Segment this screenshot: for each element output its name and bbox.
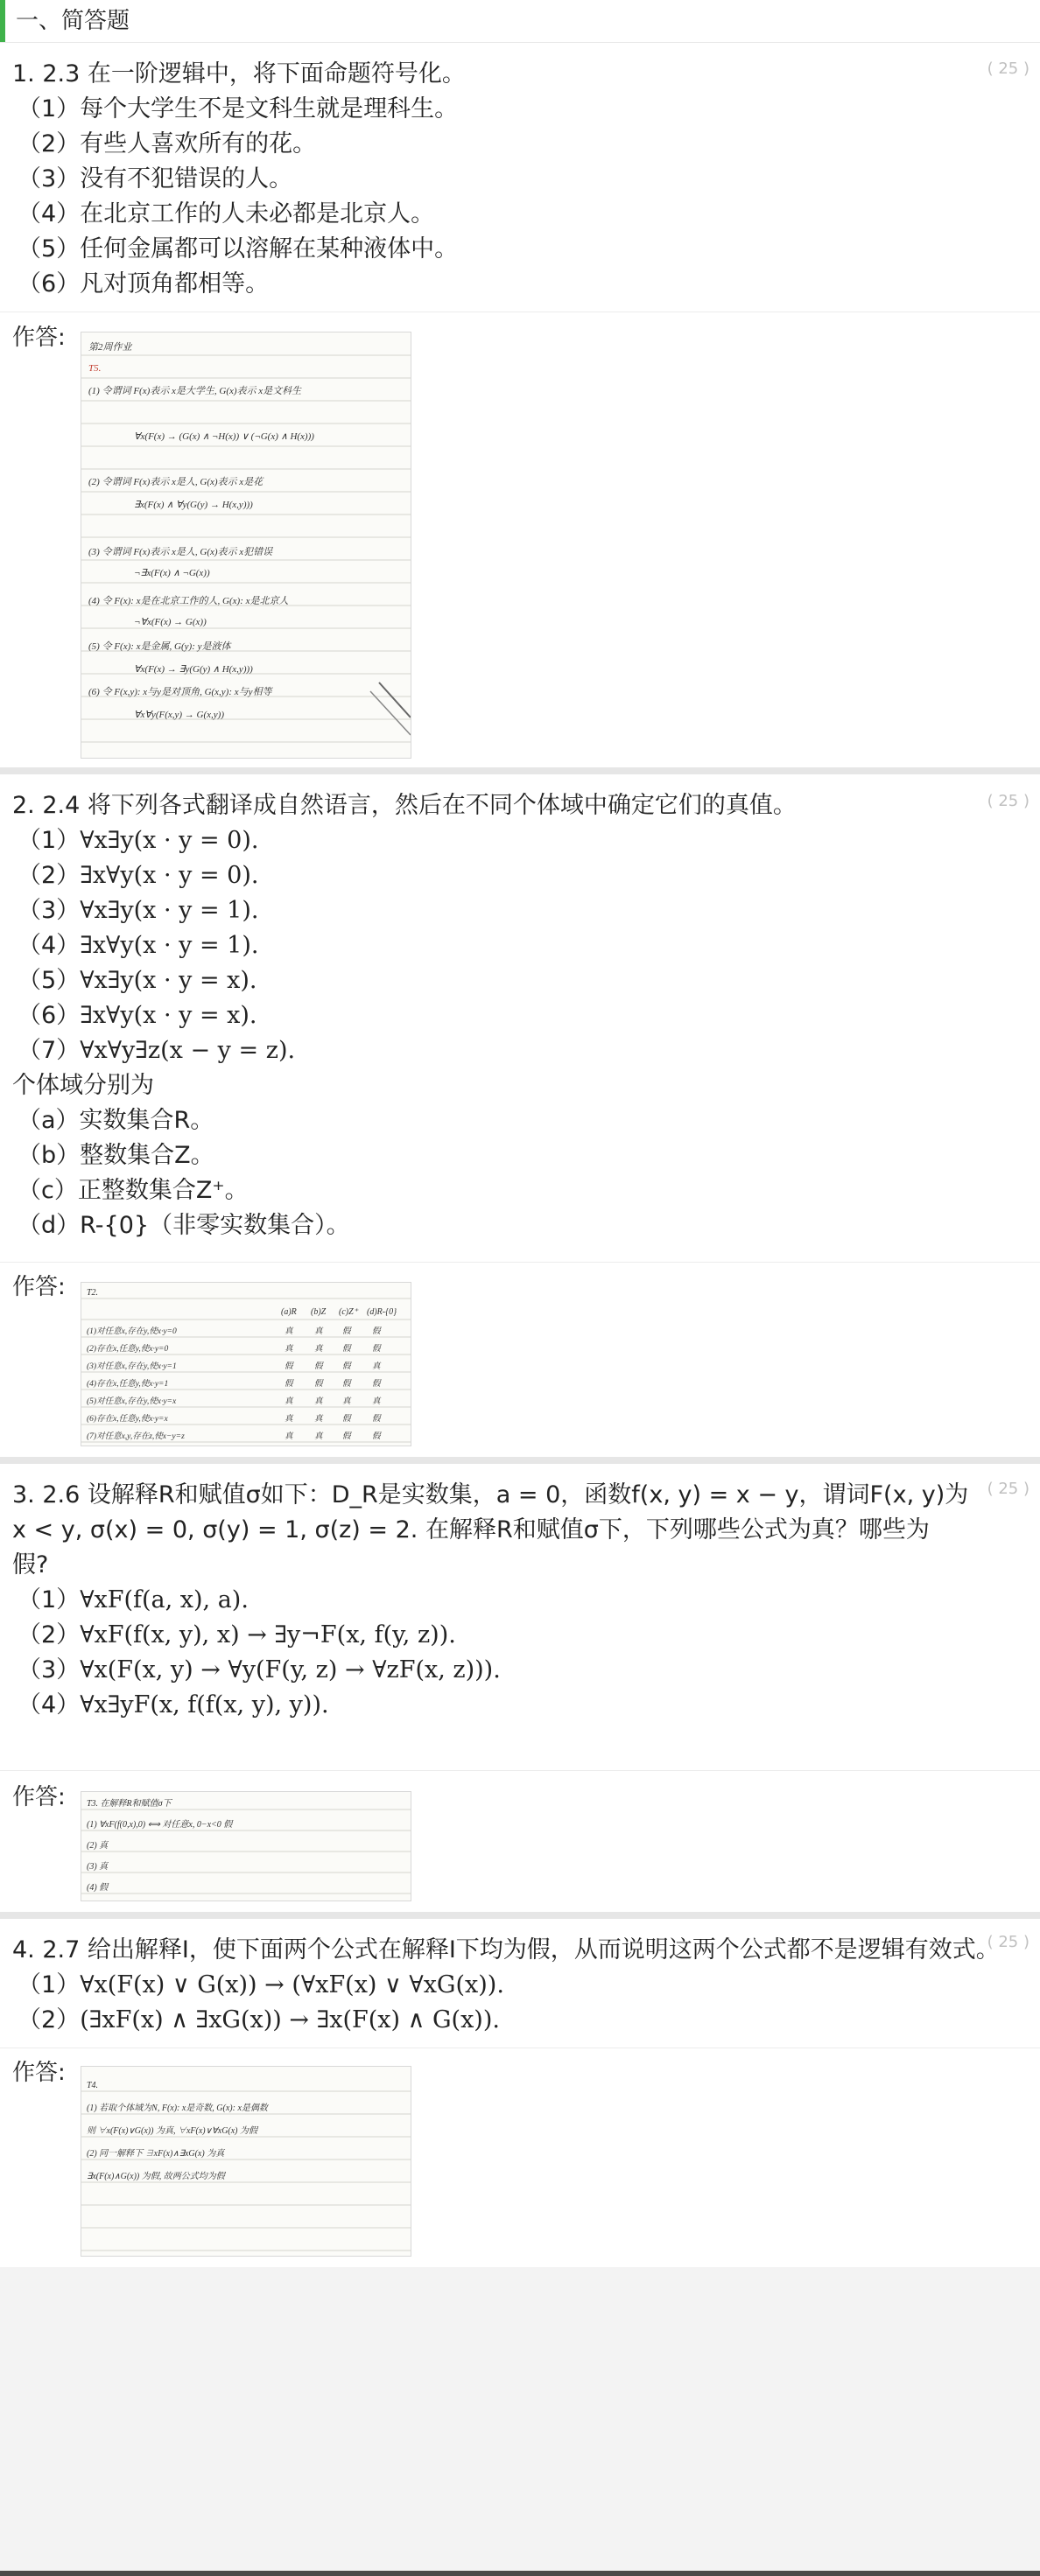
- hw-row-label: (1)对任意x,存在y,使x·y=0: [87, 1327, 177, 1336]
- formula: ∀x∀y∃z(x − y = z).: [80, 1037, 296, 1064]
- hw-row-value: 真: [372, 1397, 381, 1406]
- formula: ∀x∃y(x · y = x).: [80, 967, 257, 994]
- answer-label: 作答:: [12, 2060, 66, 2086]
- hw-col: (d)R-{0}: [367, 1307, 397, 1317]
- formula: ∃x∀y(x · y = x).: [80, 1002, 257, 1029]
- item-number: （2）: [18, 862, 81, 889]
- domain-item: （d）R-{0}（非零实数集合）。: [18, 1212, 350, 1239]
- question-item: [18, 1583, 249, 1618]
- question-title: 1. 2.3 在一阶逻辑中，将下面命题符号化。: [12, 60, 466, 88]
- bottom-bar: [0, 2571, 1040, 2576]
- handwritten-answer-sheet: [81, 332, 411, 758]
- question-title: 4. 2.7 给出解释I，使下面两个公式在解释I下均为假，从而说明这两个公式都不是逻辑有效式。: [12, 1936, 1000, 1964]
- hw-line: ¬∃x(F(x) ∧ ¬G(x)): [134, 568, 210, 578]
- answer-image[interactable]: [81, 2066, 411, 2257]
- handwritten-answer-sheet: [81, 2067, 411, 2256]
- answer-label: 作答:: [12, 1274, 66, 1300]
- question-score: ( 25 ): [987, 792, 1029, 810]
- question-score: ( 25 ): [987, 60, 1029, 78]
- domain-intro: 个体域分别为: [12, 1072, 154, 1099]
- hw-line: (3) 真: [87, 1862, 109, 1872]
- divider: [0, 1770, 1040, 1771]
- formula: ∃x∀y(x · y = 0).: [80, 862, 259, 889]
- hw-row-value: 真: [285, 1327, 293, 1336]
- question-2: [0, 774, 1040, 1457]
- question-item: （3）没有不犯错误的人。: [18, 165, 293, 192]
- hw-line: (2) 同一解释下 ∃xF(x)∧∃xG(x) 为真: [87, 2149, 225, 2159]
- question-item: [18, 823, 258, 858]
- hw-row-value: 假: [342, 1345, 351, 1354]
- domain-item: （b）整数集合Z。: [18, 1142, 214, 1169]
- hw-line: ∃x(F(x)∧G(x)) 为假, 故两公式均为假: [87, 2172, 225, 2181]
- hw-row-value: 假: [372, 1380, 381, 1389]
- hw-row-value: 真: [314, 1432, 323, 1441]
- question-item: [18, 1688, 329, 1723]
- question-item: （5）任何金属都可以溶解在某种液体中。: [18, 235, 459, 262]
- question-separator: [0, 1457, 1040, 1464]
- hw-line: ∀x(F(x) → (G(x) ∧ ¬H(x)) ∨ (¬G(x) ∧ H(x))): [134, 431, 314, 442]
- question-4: [0, 1919, 1040, 2267]
- hw-line: T3. 在解释R和赋值σ下: [87, 1799, 172, 1809]
- item-number: （1）: [18, 1971, 81, 1998]
- formula: (∃xF(x) ∧ ∃xG(x)) → ∃x(F(x) ∧ G(x)).: [80, 2006, 500, 2034]
- question-item: [18, 1618, 456, 1653]
- hw-line: 则 ∀x(F(x)∨G(x)) 为真, ∀xF(x)∨∀xG(x) 为假: [87, 2126, 258, 2136]
- formula: ∃x∀y(x · y = 1).: [80, 932, 259, 959]
- item-number: （1）: [18, 827, 81, 854]
- hw-line: T4.: [87, 2081, 99, 2090]
- handwritten-answer-sheet: [81, 1283, 411, 1446]
- hw-line: (5) 令 F(x): x是金属, G(y): y是液体: [88, 641, 231, 652]
- question-3: [0, 1464, 1040, 1912]
- hw-row-label: (5)对任意x,存在y,使x·y=x: [87, 1397, 177, 1406]
- answer-label: 作答:: [12, 1784, 66, 1810]
- question-item: （1）每个大学生不是文科生就是理科生。: [18, 95, 459, 122]
- hw-row-label: (3)对任意x,存在y,使x·y=1: [87, 1362, 177, 1371]
- question-item: [18, 963, 257, 998]
- hw-line: (4) 令 F(x): x是在北京工作的人, G(x): x是北京人: [88, 596, 289, 606]
- question-separator: [0, 767, 1040, 774]
- hw-line: ∀x∀y(F(x,y) → G(x,y)): [134, 710, 224, 720]
- hw-row-value: 真: [285, 1345, 293, 1354]
- answer-label: 作答:: [12, 325, 66, 351]
- hw-line: (1) 若取个体域为N, F(x): x是奇数, G(x): x是偶数: [87, 2104, 268, 2113]
- hw-row-value: 假: [372, 1327, 381, 1336]
- hw-row-value: 假: [285, 1380, 293, 1389]
- hw-row-value: 真: [342, 1397, 351, 1406]
- item-number: （2）: [18, 2006, 81, 2034]
- hw-row-value: 假: [372, 1345, 381, 1354]
- formula: ∀x∃y(x · y = 1).: [80, 897, 259, 924]
- hw-row-value: 真: [314, 1397, 323, 1406]
- formula: ∀x(F(x, y) → ∀y(F(y, z) → ∀zF(x, z))).: [80, 1656, 501, 1684]
- item-number: （4）: [18, 1691, 81, 1718]
- hw-row-value: 假: [342, 1380, 351, 1389]
- item-number: （5）: [18, 967, 81, 994]
- hw-row-value: 假: [285, 1362, 293, 1371]
- formula: ∀x∃yF(x, f(f(x, y), y)).: [80, 1691, 329, 1718]
- hw-row-value: 假: [372, 1432, 381, 1441]
- item-number: （3）: [18, 897, 81, 924]
- hw-row-value: 真: [314, 1345, 323, 1354]
- divider: [0, 1262, 1040, 1263]
- item-number: （4）: [18, 932, 81, 959]
- hw-line: T5.: [88, 363, 102, 374]
- hw-row-label: (4)存在x,任意y,使x·y=1: [87, 1380, 169, 1389]
- formula: ∀x(F(x) ∨ G(x)) → (∀xF(x) ∨ ∀xG(x)).: [80, 1971, 504, 1998]
- hw-col: (c)Z⁺: [339, 1307, 358, 1317]
- question-title: 2. 2.4 将下列各式翻译成自然语言，然后在不同个体域中确定它们的真值。: [12, 792, 797, 819]
- hw-row-value: 真: [285, 1415, 293, 1424]
- question-title: 3. 2.6 设解释R和赋值σ如下：D_R是实数集，a = 0，函数f(x, y) = x − y，谓词F(x, y)为: [12, 1481, 969, 1508]
- section-title: 一、简答题: [16, 8, 130, 34]
- formula: ∀x∃y(x · y = 0).: [80, 827, 259, 854]
- hw-row-label: (2)存在x,任意y,使x·y=0: [87, 1345, 169, 1354]
- item-number: （7）: [18, 1037, 81, 1064]
- question-item: （2）有些人喜欢所有的花。: [18, 130, 317, 158]
- hw-row-value: 真: [314, 1327, 323, 1336]
- hw-row-value: 假: [342, 1432, 351, 1441]
- question-item: [18, 1968, 504, 2003]
- hw-row-value: 假: [372, 1415, 381, 1424]
- item-number: （3）: [18, 1656, 81, 1684]
- hw-line: (4) 假: [87, 1883, 109, 1893]
- hw-line: ∃x(F(x) ∧ ∀y(G(y) → H(x,y))): [134, 500, 253, 510]
- domain-item: （a）实数集合R。: [18, 1107, 214, 1134]
- hw-row-label: (6)存在x,任意y,使x·y=x: [87, 1415, 168, 1424]
- hw-line: T2.: [87, 1288, 99, 1298]
- hw-row-value: 真: [314, 1415, 323, 1424]
- domain-item: （c）正整数集合Z⁺。: [18, 1177, 249, 1204]
- hw-row-value: 真: [372, 1362, 381, 1371]
- hw-row-value: 真: [285, 1397, 293, 1406]
- question-score: ( 25 ): [987, 1480, 1029, 1498]
- hw-row-label: (7)对任意x,y,存在z,使x−y=z: [87, 1432, 185, 1441]
- hw-line: (2) 真: [87, 1841, 109, 1851]
- hw-row-value: 假: [342, 1327, 351, 1336]
- hw-row-value: 假: [314, 1362, 323, 1371]
- question-item: [18, 1653, 501, 1688]
- question-score: ( 25 ): [987, 1933, 1029, 1951]
- answer-image[interactable]: [81, 1282, 411, 1446]
- hw-row-value: 假: [342, 1362, 351, 1371]
- question-item: [18, 928, 258, 963]
- question-item: [18, 2003, 500, 2038]
- question-item: [18, 858, 258, 893]
- handwritten-answer-sheet: [81, 1792, 411, 1900]
- hw-row-value: 假: [342, 1415, 351, 1424]
- hw-line: 第2周作业: [88, 342, 132, 353]
- formula: ∀xF(f(a, x), a).: [80, 1586, 249, 1614]
- section-header: [0, 0, 1040, 43]
- question-item: [18, 998, 257, 1033]
- item-number: （1）: [18, 1586, 81, 1614]
- hw-line: (2) 令谓词 F(x)表示 x是人, G(x)表示 x是花: [88, 477, 264, 487]
- item-number: （2）: [18, 1621, 81, 1648]
- formula: ∀xF(f(x, y), x) → ∃y¬F(x, f(y, z)).: [80, 1621, 456, 1648]
- question-title-cont: x < y, σ(x) = 0, σ(y) = 1, σ(z) = 2. 在解释R和赋值σ下，下列哪些公式为真？哪些为: [12, 1516, 930, 1544]
- hw-row-value: 真: [285, 1432, 293, 1441]
- hw-line: (3) 令谓词 F(x)表示 x是人, G(x)表示 x犯错误: [88, 547, 273, 557]
- section-accent-bar: [0, 0, 5, 42]
- hw-col: (b)Z: [311, 1307, 327, 1317]
- question-item: [18, 893, 258, 928]
- hw-col: (a)R: [281, 1307, 297, 1317]
- hw-line: (6) 令 F(x,y): x与y是对顶角, G(x,y): x与y相等: [88, 687, 272, 697]
- hw-line: (1) ∀xF(f(0,x),0) ⟺ 对任意x, 0−x<0 假: [87, 1820, 233, 1830]
- hw-line: ∀x(F(x) → ∃y(G(y) ∧ H(x,y))): [134, 664, 253, 675]
- question-title-cont: 假?: [12, 1551, 49, 1578]
- hw-row-value: 假: [314, 1380, 323, 1389]
- answer-image[interactable]: [81, 1791, 411, 1901]
- question-1: [0, 43, 1040, 767]
- question-item: （6）凡对顶角都相等。: [18, 270, 270, 298]
- question-item: （4）在北京工作的人未必都是北京人。: [18, 200, 435, 228]
- hw-line: ¬∀x(F(x) → G(x)): [134, 617, 207, 627]
- question-item: [18, 1033, 295, 1068]
- question-separator: [0, 1912, 1040, 1919]
- item-number: （6）: [18, 1002, 81, 1029]
- hw-line: (1) 令谓词 F(x)表示 x是大学生, G(x)表示 x是文科生: [88, 386, 302, 396]
- answer-image[interactable]: [81, 332, 411, 759]
